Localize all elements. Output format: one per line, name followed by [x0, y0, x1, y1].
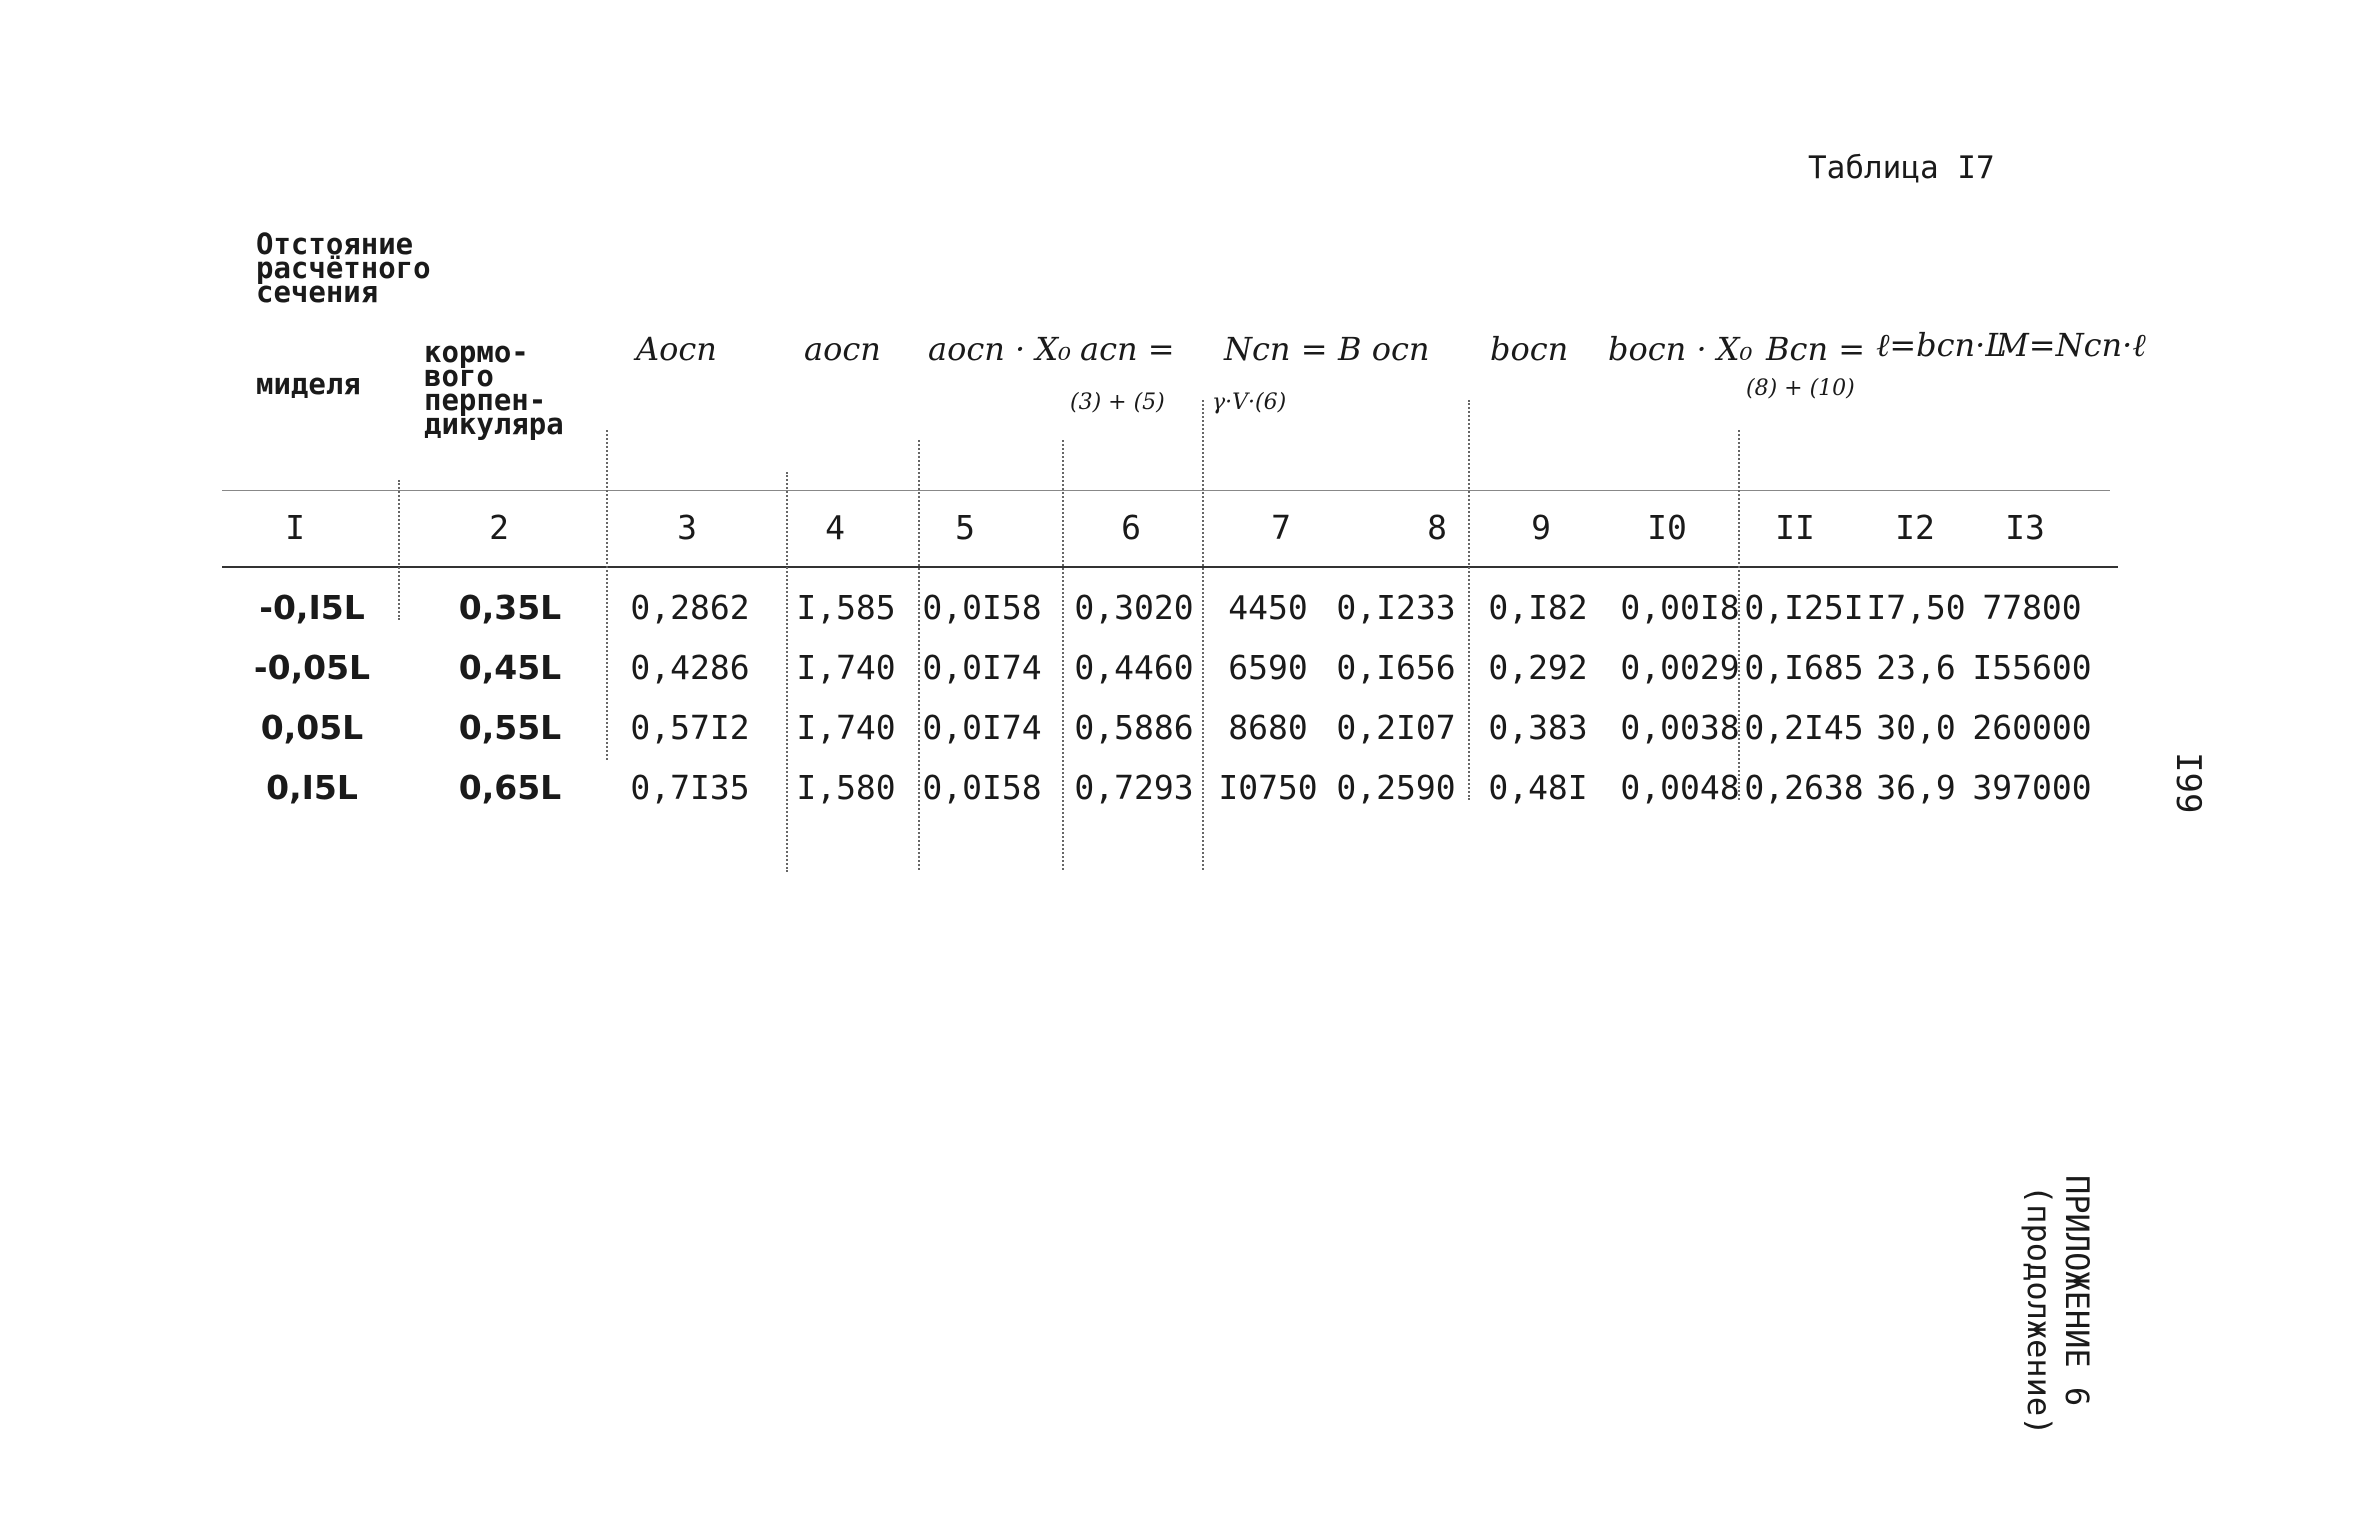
appendix-line1: ПРИЛОЖЕНИЕ 6: [2058, 1175, 2096, 1407]
table-cell: -0,05L: [253, 648, 371, 687]
appendix-line2: (продолжение): [2020, 1185, 2058, 1436]
table-cell: 36,9: [1876, 768, 1956, 807]
header-bottom-rule: [222, 566, 2118, 568]
header-col2-line: дикуляра: [424, 407, 564, 441]
table-cell: 23,6: [1876, 648, 1956, 687]
header-col2-line: перпен-: [424, 383, 547, 417]
table-cell: 0,4460: [1074, 648, 1194, 687]
table-cell: I0750: [1218, 768, 1318, 807]
column-number: I2: [1895, 508, 1935, 547]
column-number: I0: [1647, 508, 1687, 547]
header-col8-formula: B осп: [1338, 330, 1430, 368]
column-number: 6: [1121, 508, 1141, 547]
header-group-line: сечения: [256, 275, 379, 309]
table-cell: 0,0I58: [922, 768, 1042, 807]
table-cell: 0,65L: [458, 768, 562, 807]
table-cell: 0,I656: [1336, 648, 1456, 687]
table-cell: I,585: [796, 588, 896, 627]
column-separator: [606, 430, 608, 760]
table-cell: 0,292: [1488, 648, 1588, 687]
header-col7-formula: Nсп =: [1224, 330, 1328, 368]
header-col12-formula: ℓ=bсп·L: [1876, 326, 2007, 364]
table-cell: 0,0I74: [922, 648, 1042, 687]
column-number: 9: [1531, 508, 1551, 547]
table-cell: 0,0029: [1620, 648, 1740, 687]
table-cell: I55600: [1972, 648, 2092, 687]
column-number: 4: [825, 508, 845, 547]
column-number: II: [1775, 508, 1815, 547]
header-col1-midship: миделя: [256, 367, 361, 401]
table-cell: 0,I685: [1744, 648, 1864, 687]
column-number: 2: [489, 508, 509, 547]
table-cell: 0,383: [1488, 708, 1588, 747]
table-cell: 0,45L: [458, 648, 562, 687]
table-cell: 0,35L: [458, 588, 562, 627]
table-cell: 0,2590: [1336, 768, 1456, 807]
header-col2-aft-perpendicular: [424, 335, 564, 441]
table-cell: 8680: [1228, 708, 1308, 747]
table-cell: I,580: [796, 768, 896, 807]
table-cell: I,740: [796, 648, 896, 687]
table-cell: 0,05L: [260, 708, 364, 747]
table-cell: 0,7293: [1074, 768, 1194, 807]
header-col2-line: кормо-: [424, 335, 529, 369]
table-cell: 0,55L: [458, 708, 562, 747]
header-col6-subformula: (3) + (5): [1070, 390, 1165, 415]
table-cell: 0,I5L: [266, 768, 358, 807]
table-cell: 4450: [1228, 588, 1308, 627]
table-cell: 77800: [1982, 588, 2082, 627]
header-col9-formula: bосп: [1490, 330, 1569, 368]
table-cell: 0,5886: [1074, 708, 1194, 747]
appendix-label: [2020, 1175, 2096, 1435]
column-number: I3: [2005, 508, 2045, 547]
column-number: 8: [1427, 508, 1447, 547]
table-title: Таблица I7: [1808, 150, 1995, 186]
table-cell: 0,0I58: [922, 588, 1042, 627]
header-col10-formula: bосп · X₀: [1608, 330, 1753, 368]
header-col13-formula: M=Nсп·ℓ: [1996, 326, 2146, 364]
table-cell: 0,0038: [1620, 708, 1740, 747]
page-number: I99: [2168, 752, 2208, 814]
header-col4-formula: aосп: [804, 330, 881, 368]
table-cell: 6590: [1228, 648, 1308, 687]
header-col11-subformula: (8) + (10): [1746, 376, 1855, 401]
table-cell: 0,2638: [1744, 768, 1864, 807]
header-col6-formula: aсп =: [1080, 330, 1175, 368]
header-top-rule: [222, 490, 2110, 491]
table-cell: 0,2I07: [1336, 708, 1456, 747]
header-group-line: Отстояние: [256, 227, 414, 261]
table-cell: 0,I82: [1488, 588, 1588, 627]
column-separator: [398, 480, 400, 620]
table-cell: 0,2I45: [1744, 708, 1864, 747]
table-cell: 0,I233: [1336, 588, 1456, 627]
table-cell: -0,I5L: [259, 588, 365, 627]
column-number: I: [285, 508, 305, 547]
header-group-line: расчётного: [256, 251, 431, 285]
table-cell: 0,0I74: [922, 708, 1042, 747]
table-cell: 0,7I35: [630, 768, 750, 807]
table-cell: I,740: [796, 708, 896, 747]
table-cell: 30,0: [1876, 708, 1956, 747]
header-col7-subformula: γ·V·(6): [1212, 390, 1287, 415]
table-cell: 0,48I: [1488, 768, 1588, 807]
table-cell: 0,4286: [630, 648, 750, 687]
header-distance-group: [256, 227, 431, 309]
table-cell: 0,57I2: [630, 708, 750, 747]
column-number: 5: [955, 508, 975, 547]
table-cell: 0,0048: [1620, 768, 1740, 807]
header-col11-formula: Bсп =: [1766, 330, 1866, 368]
header-col2-line: вого: [424, 359, 494, 393]
header-col3-formula: Aосп: [636, 330, 717, 368]
table-cell: 0,I25I: [1744, 588, 1864, 627]
table-cell: 0,00I8: [1620, 588, 1740, 627]
column-number: 3: [677, 508, 697, 547]
column-number: 7: [1271, 508, 1291, 547]
table-cell: 0,3020: [1074, 588, 1194, 627]
header-col5-formula: aосп · X₀: [928, 330, 1071, 368]
table-cell: I7,50: [1866, 588, 1966, 627]
table-cell: 260000: [1972, 708, 2092, 747]
table-cell: 0,2862: [630, 588, 750, 627]
table-cell: 397000: [1972, 768, 2092, 807]
